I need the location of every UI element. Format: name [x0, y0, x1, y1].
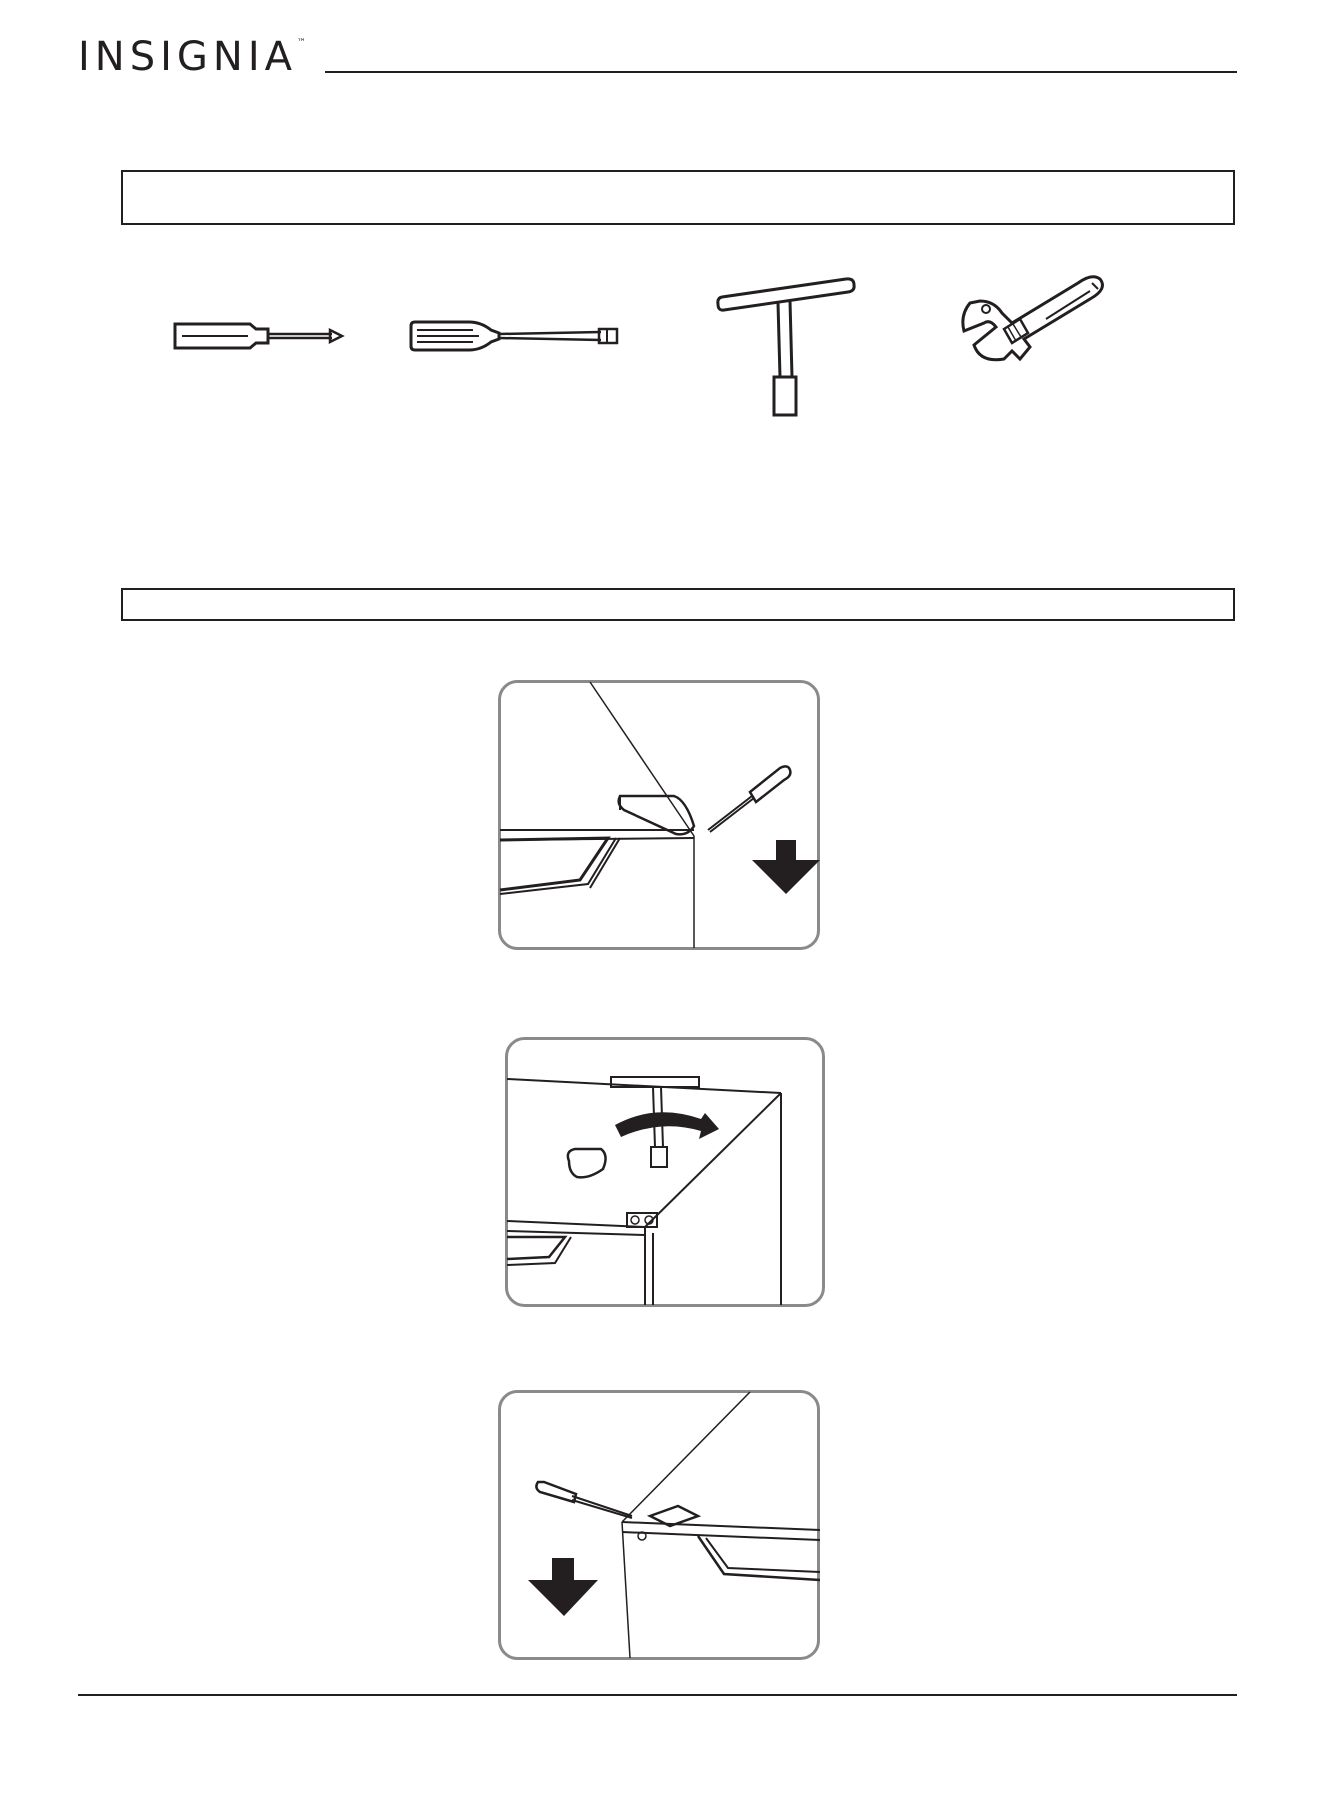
steps-box — [121, 588, 1235, 621]
brand-logo — [78, 34, 306, 80]
header-rule — [325, 71, 1237, 73]
flat-screwdriver-icon — [409, 316, 622, 356]
unscrew-hinge-figure — [505, 1037, 825, 1307]
remove-hinge-cover-figure — [498, 680, 820, 950]
phillips-screwdriver-icon — [172, 316, 348, 356]
brand-name: INSIGNIA — [78, 34, 297, 80]
tools-needed-box — [121, 170, 1235, 225]
remove-cover-figure — [498, 1390, 820, 1660]
trademark-symbol: ™ — [296, 38, 306, 48]
tools-needed-title — [123, 172, 1233, 184]
steps-title — [123, 590, 1233, 602]
footer-rule — [78, 1694, 1237, 1696]
t-handle-wrench-icon — [716, 275, 858, 420]
adjustable-wrench-icon — [950, 275, 1112, 380]
